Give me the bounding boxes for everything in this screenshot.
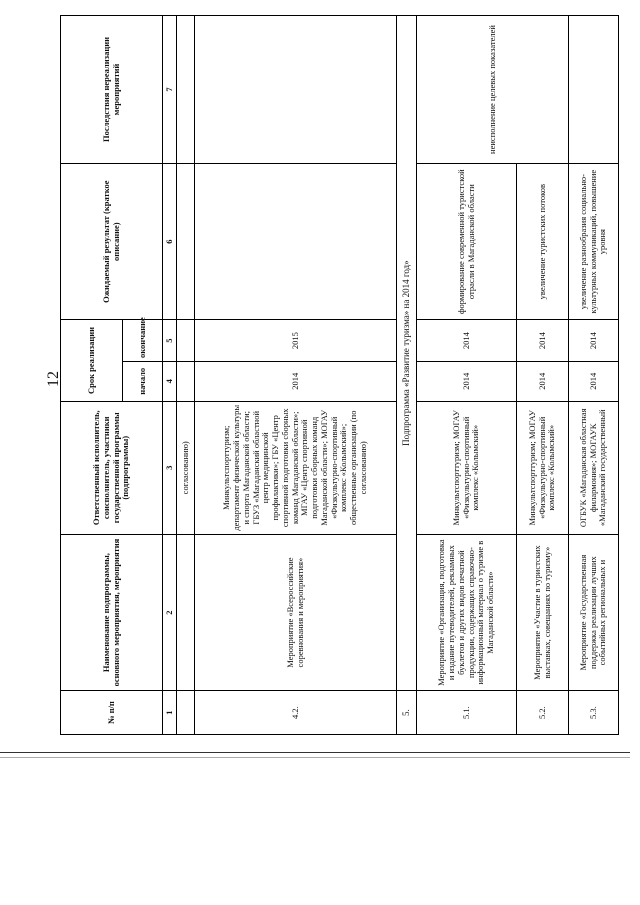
row-num: 4.2. <box>195 691 397 735</box>
program-table <box>60 15 619 735</box>
rotated-table-container <box>60 15 628 735</box>
row-executor: Минкультспорттуризм; МОГАУ «Физкультурно-спортивный комплекс «Колымский» <box>417 401 517 534</box>
row-name: Мероприятие «Всероссийские соревнования и мероприятия» <box>195 534 397 690</box>
row-consequence <box>177 16 195 164</box>
row-end: 2014 <box>417 320 517 362</box>
header-row <box>61 16 123 735</box>
row-executor: Минкультспорттуризм; МОГАУ «Физкультурно-спортивный комплекс «Колымский» <box>517 401 569 534</box>
scan-edge-line-secondary <box>0 757 630 758</box>
column-number-row <box>163 16 177 735</box>
row-name: Мероприятие «Государственная поддержка реализации лучших событийных региональных и <box>569 534 619 690</box>
row-num: 5.3. <box>569 691 619 735</box>
row-result <box>195 164 397 320</box>
row-result: увеличение разнообразия социально-культурных коммуникаций, повышение уровня <box>569 164 619 320</box>
row-num: 5.1. <box>417 691 517 735</box>
header-start: начало <box>123 361 163 401</box>
table-row <box>569 16 619 735</box>
row-result <box>177 164 195 320</box>
row-executor: согласованию) <box>177 401 195 534</box>
col-number: 7 <box>163 16 177 164</box>
row-executor: ОГБУК «Магаданская областная филармония»; МОГАУК «Магаданский государственный <box>569 401 619 534</box>
row-start: 2014 <box>417 361 517 401</box>
col-number: 6 <box>163 164 177 320</box>
col-number: 5 <box>163 320 177 362</box>
row-end: 2015 <box>195 320 397 362</box>
row-consequence <box>195 16 397 164</box>
row-name <box>177 534 195 690</box>
row-consequence <box>569 16 619 164</box>
col-number: 4 <box>163 361 177 401</box>
subprogram-num: 5. <box>397 691 417 735</box>
row-start <box>177 361 195 401</box>
row-result: увеличение туристских потоков <box>517 164 569 320</box>
header-term: Срок реализации <box>61 320 123 401</box>
row-name: Мероприятие «Организация, подготовка и издание путеводителей, рекламных буклетов и других видов печатной продукции, содержащих справочно-информационный материал о туризме в Магаданской области» <box>417 534 517 690</box>
row-executor: Минкультспорттуризм; департамент физической культуры и спорта Магаданской области; ГБУЗ «Магаданский областной центр медицинской профилактики»; ГБУ «Центр спортивной подготовки сборных команд Магаданской области»; МГАУ «Центр спортивной подготовки сборных команд Магаданской области»; МОГАУ «Физкультурно-спортивный комплекс «Колымский»; общественные организации (по согласованию) <box>195 401 397 534</box>
row-end: 2014 <box>569 320 619 362</box>
subprogram-title: Подпрограмма «Развитие туризма» на 2014 год» <box>397 16 417 691</box>
col-number: 2 <box>163 534 177 690</box>
col-number: 3 <box>163 401 177 534</box>
subprogram-row <box>397 16 417 735</box>
col-number: 1 <box>163 691 177 735</box>
scan-edge-line <box>0 752 630 753</box>
row-start: 2014 <box>195 361 397 401</box>
header-num: № п/п <box>61 691 163 735</box>
row-start: 2014 <box>517 361 569 401</box>
row-end: 2014 <box>517 320 569 362</box>
row-start: 2014 <box>569 361 619 401</box>
row-num <box>177 691 195 735</box>
row-consequence: неисполнение целевых показателей <box>417 16 569 164</box>
row-end <box>177 320 195 362</box>
header-result: Ожидаемый результат (краткое описание) <box>61 164 163 320</box>
row-num: 5.2. <box>517 691 569 735</box>
table-row <box>417 16 517 735</box>
table-row <box>177 16 195 735</box>
header-name: Наименование подпрограммы, основного мероприятия, мероприятия <box>61 534 163 690</box>
header-consequence: Последствия нереализации мероприятий <box>61 16 163 164</box>
table-row <box>195 16 397 735</box>
row-result: формирование современной туристской отрасли в Магаданской области <box>417 164 517 320</box>
row-name: Мероприятие «Участие в туристских выставках, совещаниях по туризму» <box>517 534 569 690</box>
header-executor: Ответственный исполнитель, соисполнитель, участники государственной программы (подпрограммы) <box>61 401 163 534</box>
page-number: 12 <box>45 371 62 387</box>
header-end: окончание <box>123 320 163 362</box>
